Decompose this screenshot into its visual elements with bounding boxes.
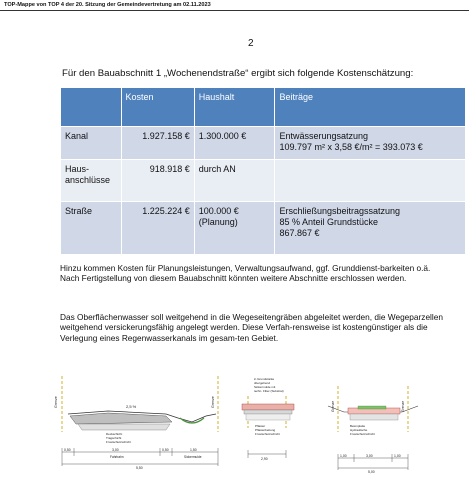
row-name-line: anschlüsse <box>65 175 111 185</box>
section-label: Sickermulde <box>184 455 202 459</box>
row-kosten: 918.918 € <box>121 160 194 202</box>
row-haushalt: 1.300.000 € <box>194 127 275 160</box>
table-row <box>61 127 466 160</box>
layer-label: Frostschutzschicht <box>106 440 131 444</box>
table-row <box>61 202 466 255</box>
haushalt-line: 100.000 € <box>198 206 239 216</box>
row-haushalt: durch AN <box>194 160 275 202</box>
beitrag-line: Entwässerungsatzung <box>279 131 368 141</box>
row-kosten: 1.927.158 € <box>121 127 194 160</box>
beitrag-line: 867.867 € <box>279 228 320 238</box>
dim-total: 5,00 <box>368 470 375 474</box>
dim-total: 5,50 <box>136 466 143 470</box>
row-name: Kanal <box>61 127 122 160</box>
table-header-kosten: Kosten <box>121 88 194 127</box>
beitrag-line: 85 % Anteil Grundstücke <box>279 217 378 227</box>
header-rule <box>0 10 469 11</box>
grenze-label: Grenze <box>401 400 405 412</box>
layer-label: Pflaster <box>255 424 266 428</box>
grenze-label: Grenze <box>331 400 335 412</box>
layer-label: Deckschicht <box>106 432 123 436</box>
cross-section-1 <box>54 376 218 470</box>
table-header-haushalt: Haushalt <box>194 88 275 127</box>
row-haushalt <box>194 202 275 255</box>
layer-label: Tragschicht <box>106 436 122 440</box>
cross-section-2 <box>242 377 294 461</box>
dim-label: 0,50 <box>162 448 169 452</box>
cost-table <box>60 87 466 255</box>
page-number: 2 <box>248 38 254 49</box>
row-kosten: 1.225.224 € <box>121 202 194 255</box>
section-label: Fahrbahn <box>110 455 124 459</box>
note-line: übergehend <box>254 381 271 385</box>
grenze-label: Grenze <box>211 396 215 408</box>
cross-section-drawings <box>48 372 468 498</box>
layer-label: Frostschutzschicht <box>350 432 375 436</box>
row-name-line: Haus- <box>65 164 90 174</box>
dim-label: 2,90 <box>261 457 268 461</box>
note-line: techn. Filter (Substrat) <box>254 389 284 393</box>
layer-label: Pflasterbettung <box>255 428 276 432</box>
beitrag-line: Erschließungsbeitragssatzung <box>279 206 401 216</box>
grenze-label: Grenze <box>54 396 58 408</box>
row-name: Straße <box>61 202 122 255</box>
table-header-empty <box>61 88 122 127</box>
table-header-beitraege: Beiträge <box>275 88 466 127</box>
dim-label: 1,00 <box>394 454 401 458</box>
dim-label: 3,00 <box>112 448 119 452</box>
paragraph-water: Das Oberflächenwasser soll weitgehend in die Wegeseitengräben abgeleitet werden, die Wegeparzellen weitgehend versickerungsfähig angelegt werden. Diese Verfah-rensweise ist kostengünstiger als die Verlegung eines Regenwasserkanals im gesam-ten Gebiet. <box>60 312 443 343</box>
row-name <box>61 160 122 202</box>
slope-label: 2,5 % <box>126 404 137 409</box>
note-line: Sickermulde mit <box>254 385 276 389</box>
row-beitraege <box>275 127 466 160</box>
layer-label: Hydraulische <box>350 428 368 432</box>
dim-label: 3,00 <box>366 454 373 458</box>
dim-label: 0,50 <box>64 448 71 452</box>
paragraph-costs: Hinzu kommen Kosten für Planungsleistungen, Verwaltungsaufwand, ggf. Grunddienst-barkeiten o.ä. Nach Fertigstellung von diesem Bauabschnitt könnten weitere Abschnitte erschlossen werden. <box>60 263 431 284</box>
row-beitraege <box>275 160 466 202</box>
row-beitraege <box>275 202 466 255</box>
haushalt-line: (Planung) <box>198 217 238 227</box>
dim-label: 1,50 <box>190 448 197 452</box>
document-header: TOP-Mappe von TOP 4 der 20. Sitzung der Gemeindevertretung am 02.11.2023 <box>4 2 211 8</box>
cross-section-3 <box>328 386 418 474</box>
note-line: in Grundstücke <box>254 377 275 381</box>
intro-text: Für den Bauabschnitt 1 „Wochenendstraße“ ergibt sich folgende Kostenschätzung: <box>62 68 414 79</box>
table-header-row <box>61 88 466 127</box>
layer-label: Frostschutzschicht <box>255 432 280 436</box>
table-row <box>61 160 466 202</box>
dim-label: 1,00 <box>340 454 347 458</box>
beitrag-line: 109.797 m² x 3,58 €/m² = 393.073 € <box>279 142 423 152</box>
layer-label: Betonplatte <box>350 424 366 428</box>
